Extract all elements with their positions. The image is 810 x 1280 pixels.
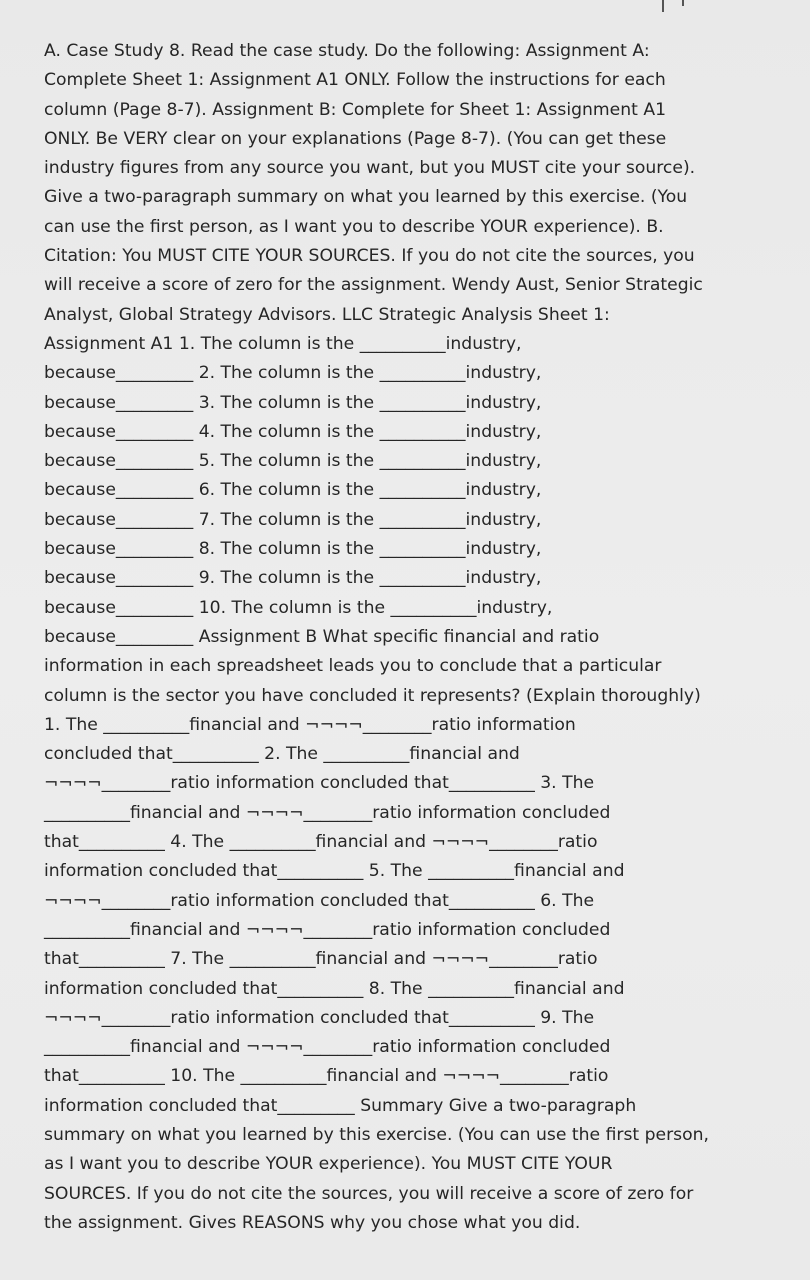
text-line: ¬¬¬¬________ratio information concluded that__________ 6. The xyxy=(44,890,595,911)
text-line: information concluded that_________ Summary Give a two-paragraph xyxy=(44,1095,637,1116)
text-line: A. Case Study 8. Read the case study. Do the following: Assignment A: xyxy=(44,41,650,61)
text-line: ¬¬¬¬________ratio information concluded that__________ 3. The xyxy=(44,773,595,794)
text-line: that__________ 7. The __________financial and ¬¬¬¬________ratio xyxy=(44,949,598,970)
text-line: concluded that__________ 2. The __________financial and xyxy=(44,744,520,765)
text-line: because_________ 9. The column is the __________industry, xyxy=(44,568,542,589)
text-line: can use the first person, as I want you to describe YOUR experience). B. xyxy=(44,216,664,237)
text-line: Citation: You MUST CITE YOUR SOURCES. If you do not cite the sources, you xyxy=(44,246,695,267)
text-line: summary on what you learned by this exercise. (You can use the first person, xyxy=(44,1124,709,1145)
text-line: because_________ 6. The column is the __________industry, xyxy=(44,480,542,501)
text-line: __________financial and ¬¬¬¬________ratio information concluded xyxy=(44,1037,611,1058)
text-line: will receive a score of zero for the assignment. Wendy Aust, Senior Strategic xyxy=(44,275,703,296)
text-line: because_________ Assignment B What specific financial and ratio xyxy=(44,626,600,647)
text-line: industry figures from any source you want, but you MUST cite your source). xyxy=(44,158,696,179)
document-text xyxy=(44,37,784,1238)
text-line: ONLY. Be VERY clear on your explanations (Page 8-7). (You can get these xyxy=(44,128,667,149)
text-line: because_________ 4. The column is the __________industry, xyxy=(44,421,542,442)
text-line: Analyst, Global Strategy Advisors. LLC Strategic Analysis Sheet 1: xyxy=(44,304,610,325)
text-line: that__________ 4. The __________financial and ¬¬¬¬________ratio xyxy=(44,832,598,853)
text-line: the assignment. Gives REASONS why you chose what you did. xyxy=(44,1212,581,1233)
text-line: Assignment A1 1. The column is the __________industry, xyxy=(44,333,522,354)
text-line: because_________ 10. The column is the __________industry, xyxy=(44,597,553,618)
text-line: because_________ 3. The column is the __________industry, xyxy=(44,392,542,413)
text-line: Complete Sheet 1: Assignment A1 ONLY. Follow the instructions for each xyxy=(44,70,666,91)
text-line: SOURCES. If you do not cite the sources, you will receive a score of zero for xyxy=(44,1183,694,1204)
text-line: information concluded that__________ 5. The __________financial and xyxy=(44,861,625,882)
text-line: __________financial and ¬¬¬¬________ratio information concluded xyxy=(44,802,611,823)
text-line: because_________ 7. The column is the __________industry, xyxy=(44,509,542,530)
top-edge-marks xyxy=(640,0,688,14)
text-line: information concluded that__________ 8. The __________financial and xyxy=(44,978,625,999)
text-line: as I want you to describe YOUR experience). You MUST CITE YOUR xyxy=(44,1154,613,1175)
edge-tick-mark xyxy=(662,0,664,12)
text-line: ¬¬¬¬________ratio information concluded that__________ 9. The xyxy=(44,1007,595,1028)
text-line: column (Page 8-7). Assignment B: Complete for Sheet 1: Assignment A1 xyxy=(44,99,667,120)
text-line: column is the sector you have concluded it represents? (Explain thoroughly) xyxy=(44,685,701,706)
text-line: information in each spreadsheet leads you to conclude that a particular xyxy=(44,656,662,677)
text-line: 1. The __________financial and ¬¬¬¬________ratio information xyxy=(44,714,576,735)
text-line: Give a two-paragraph summary on what you learned by this exercise. (You xyxy=(44,187,688,208)
text-line: __________financial and ¬¬¬¬________ratio information concluded xyxy=(44,919,611,940)
text-line: because_________ 2. The column is the __________industry, xyxy=(44,363,542,384)
edge-tick-mark xyxy=(682,0,684,6)
text-line: because_________ 5. The column is the __________industry, xyxy=(44,451,542,472)
text-line: because_________ 8. The column is the __________industry, xyxy=(44,539,542,560)
text-line: that__________ 10. The __________financial and ¬¬¬¬________ratio xyxy=(44,1066,609,1087)
